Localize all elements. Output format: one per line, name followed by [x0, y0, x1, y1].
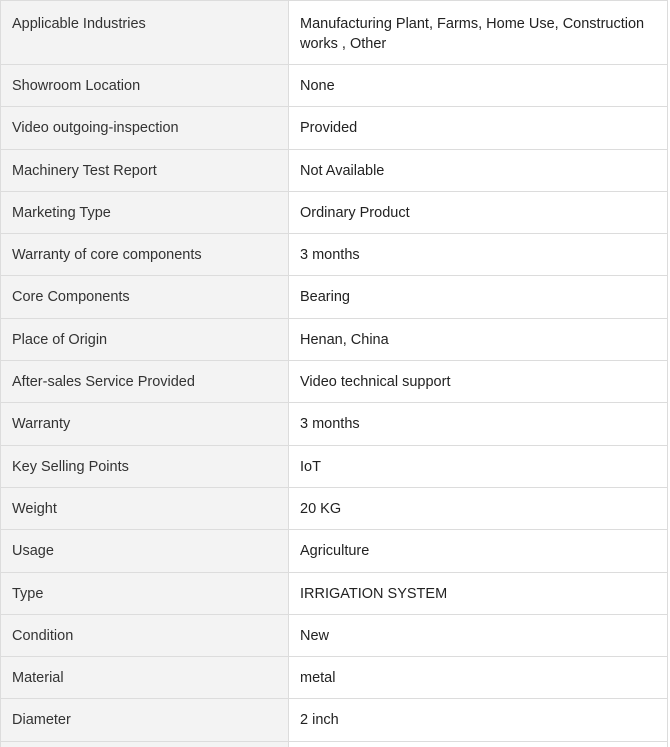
spec-row-showroom-location: [1, 65, 668, 107]
spec-label: Weight: [1, 487, 289, 529]
spec-label: Core Components: [1, 276, 289, 318]
spec-row-type: [1, 572, 668, 614]
spec-row-video-outgoing-inspection: [1, 107, 668, 149]
spec-label: Material: [1, 657, 289, 699]
spec-label: Applicable Industries: [1, 1, 289, 65]
spec-value: 20 KG: [289, 487, 668, 529]
spec-value-partial: [289, 741, 668, 747]
spec-label: Place of Origin: [1, 318, 289, 360]
spec-label: Type: [1, 572, 289, 614]
spec-value: 3 months: [289, 234, 668, 276]
spec-row-applicable-industries: [1, 1, 668, 65]
spec-value: Agriculture: [289, 530, 668, 572]
spec-label: Warranty of core components: [1, 234, 289, 276]
spec-value: Manufacturing Plant, Farms, Home Use, Construction works , Other: [289, 1, 668, 65]
spec-value: metal: [289, 657, 668, 699]
spec-row-warranty: [1, 403, 668, 445]
spec-row-condition: [1, 614, 668, 656]
spec-label: Showroom Location: [1, 65, 289, 107]
spec-row-diameter: [1, 699, 668, 741]
spec-label: Warranty: [1, 403, 289, 445]
spec-label: Diameter: [1, 699, 289, 741]
spec-row-partial: [1, 741, 668, 747]
spec-row-material: [1, 657, 668, 699]
spec-value: None: [289, 65, 668, 107]
spec-row-after-sales-service: [1, 361, 668, 403]
spec-value: 2 inch: [289, 699, 668, 741]
spec-row-machinery-test-report: [1, 149, 668, 191]
spec-row-weight: [1, 487, 668, 529]
spec-label: Key Selling Points: [1, 445, 289, 487]
spec-row-usage: [1, 530, 668, 572]
spec-value: Not Available: [289, 149, 668, 191]
spec-value: Ordinary Product: [289, 191, 668, 233]
spec-value: Provided: [289, 107, 668, 149]
spec-value: Bearing: [289, 276, 668, 318]
spec-value: IoT: [289, 445, 668, 487]
spec-row-place-of-origin: [1, 318, 668, 360]
spec-row-core-components: [1, 276, 668, 318]
spec-value: New: [289, 614, 668, 656]
spec-label: Machinery Test Report: [1, 149, 289, 191]
specs-table-body: [1, 1, 668, 747]
spec-label: Usage: [1, 530, 289, 572]
spec-label: Condition: [1, 614, 289, 656]
spec-row-warranty-core-components: [1, 234, 668, 276]
spec-row-key-selling-points: [1, 445, 668, 487]
spec-value: 3 months: [289, 403, 668, 445]
spec-row-marketing-type: [1, 191, 668, 233]
spec-value: IRRIGATION SYSTEM: [289, 572, 668, 614]
spec-label-partial: [1, 741, 289, 747]
spec-value: Video technical support: [289, 361, 668, 403]
spec-value: Henan, China: [289, 318, 668, 360]
spec-label: Video outgoing-inspection: [1, 107, 289, 149]
spec-label: Marketing Type: [1, 191, 289, 233]
spec-label: After-sales Service Provided: [1, 361, 289, 403]
